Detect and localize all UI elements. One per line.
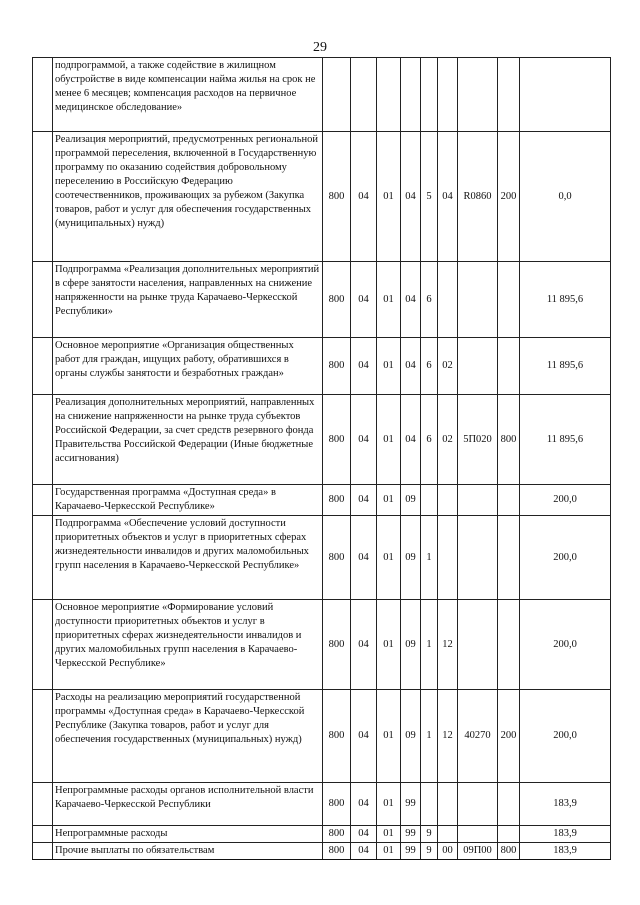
table-row — [33, 783, 611, 826]
code-cell-c2: 1 — [421, 516, 438, 600]
code-cell-c2: 6 — [421, 395, 438, 485]
code-cell-c4 — [458, 783, 498, 826]
code-cell-c1: 04 — [401, 395, 421, 485]
code-cell-pr: 01 — [377, 485, 401, 516]
code-cell-rz: 04 — [351, 826, 377, 843]
code-cell-vr: 800 — [323, 783, 351, 826]
code-cell-c1: 09 — [401, 516, 421, 600]
row-label: Реализация мероприятий, предусмотренных региональной программой переселения, включенной в Государственную программу по оказанию содействия добровольному переселению в Российскую Федерацию соотечественников, проживающих за рубежом (Закупка товаров, работ и услуг для обеспечения государственных (муниципальных) нужд) — [53, 132, 323, 262]
code-cell-rz: 04 — [351, 485, 377, 516]
code-cell-c3: 12 — [438, 690, 458, 783]
code-cell-vr: 800 — [323, 132, 351, 262]
code-cell-c1 — [401, 58, 421, 132]
amount-cell: 0,0 — [520, 132, 611, 262]
code-cell-vr: 800 — [323, 485, 351, 516]
row-margin-cell — [33, 516, 53, 600]
code-cell-c4 — [458, 600, 498, 690]
code-cell-vid: 800 — [498, 395, 520, 485]
code-cell-c2: 6 — [421, 262, 438, 338]
code-cell-c4: 09П00 — [458, 843, 498, 860]
code-cell-pr: 01 — [377, 395, 401, 485]
code-cell-pr: 01 — [377, 338, 401, 395]
code-cell-vr — [323, 58, 351, 132]
row-margin-cell — [33, 338, 53, 395]
code-cell-vid — [498, 485, 520, 516]
code-cell-c3: 02 — [438, 395, 458, 485]
amount-cell — [520, 58, 611, 132]
code-cell-c1: 04 — [401, 132, 421, 262]
row-label: Подпрограмма «Реализация дополнительных мероприятий в сфере занятости населения, направленных на снижение напряженности на рынке труда Карачаево-Черкесской Республики» — [53, 262, 323, 338]
table-row — [33, 690, 611, 783]
code-cell-c4 — [458, 58, 498, 132]
amount-cell: 200,0 — [520, 516, 611, 600]
code-cell-c2: 6 — [421, 338, 438, 395]
code-cell-rz: 04 — [351, 395, 377, 485]
code-cell-pr: 01 — [377, 262, 401, 338]
code-cell-c4: R0860 — [458, 132, 498, 262]
code-cell-c2: 9 — [421, 826, 438, 843]
code-cell-vr: 800 — [323, 338, 351, 395]
code-cell-pr: 01 — [377, 826, 401, 843]
row-margin-cell — [33, 690, 53, 783]
row-margin-cell — [33, 58, 53, 132]
code-cell-vr: 800 — [323, 600, 351, 690]
code-cell-vr: 800 — [323, 262, 351, 338]
code-cell-vid — [498, 58, 520, 132]
table-row — [33, 485, 611, 516]
code-cell-rz: 04 — [351, 132, 377, 262]
code-cell-c4 — [458, 485, 498, 516]
code-cell-rz: 04 — [351, 843, 377, 860]
code-cell-c4 — [458, 826, 498, 843]
table-row — [33, 395, 611, 485]
table-row — [33, 826, 611, 843]
row-label: Непрограммные расходы — [53, 826, 323, 843]
code-cell-c3 — [438, 516, 458, 600]
code-cell-c1: 99 — [401, 783, 421, 826]
code-cell-c2: 1 — [421, 600, 438, 690]
row-margin-cell — [33, 485, 53, 516]
code-cell-vr: 800 — [323, 516, 351, 600]
table-row — [33, 600, 611, 690]
code-cell-pr: 01 — [377, 516, 401, 600]
code-cell-pr: 01 — [377, 132, 401, 262]
amount-cell: 11 895,6 — [520, 262, 611, 338]
code-cell-c1: 99 — [401, 843, 421, 860]
table-row — [33, 262, 611, 338]
table-row — [33, 58, 611, 132]
code-cell-c1: 09 — [401, 690, 421, 783]
code-cell-c3 — [438, 262, 458, 338]
row-margin-cell — [33, 843, 53, 860]
code-cell-pr: 01 — [377, 783, 401, 826]
code-cell-c3 — [438, 58, 458, 132]
row-label: Непрограммные расходы органов исполнительной власти Карачаево-Черкесской Республики — [53, 783, 323, 826]
code-cell-c3 — [438, 826, 458, 843]
row-label: Расходы на реализацию мероприятий государственной программы «Доступная среда» в Карачаево-Черкесской Республике (Закупка товаров, работ и услуг для обеспечения государственных (муниципальных) нужд) — [53, 690, 323, 783]
code-cell-c2: 5 — [421, 132, 438, 262]
code-cell-c3: 02 — [438, 338, 458, 395]
code-cell-c1: 09 — [401, 600, 421, 690]
code-cell-c1: 04 — [401, 262, 421, 338]
code-cell-rz: 04 — [351, 690, 377, 783]
code-cell-rz: 04 — [351, 600, 377, 690]
amount-cell: 200,0 — [520, 690, 611, 783]
code-cell-c3 — [438, 485, 458, 516]
amount-cell: 183,9 — [520, 843, 611, 860]
amount-cell: 183,9 — [520, 783, 611, 826]
code-cell-c2 — [421, 485, 438, 516]
code-cell-rz: 04 — [351, 516, 377, 600]
code-cell-c4: 5П020 — [458, 395, 498, 485]
code-cell-vid: 200 — [498, 132, 520, 262]
code-cell-c3: 12 — [438, 600, 458, 690]
code-cell-rz — [351, 58, 377, 132]
table-row — [33, 132, 611, 262]
row-margin-cell — [33, 132, 53, 262]
code-cell-c3: 04 — [438, 132, 458, 262]
row-label: подпрограммой, а также содействие в жилищном обустройстве в виде компенсации найма жилья на срок не менее 6 месяцев; компенсация расходов на первичное медицинское обследование» — [53, 58, 323, 132]
code-cell-vr: 800 — [323, 826, 351, 843]
row-label: Подпрограмма «Обеспечение условий доступности приоритетных объектов и услуг в приоритетных сферах жизнедеятельности инвалидов и других маломобильных групп населения в Карачаево-Черкесской Республике» — [53, 516, 323, 600]
code-cell-c2: 1 — [421, 690, 438, 783]
row-margin-cell — [33, 826, 53, 843]
amount-cell: 200,0 — [520, 600, 611, 690]
amount-cell: 200,0 — [520, 485, 611, 516]
code-cell-vid — [498, 600, 520, 690]
code-cell-c2: 9 — [421, 843, 438, 860]
row-label: Основное мероприятие «Формирование условий доступности приоритетных объектов и услуг в приоритетных сферах жизнедеятельности инвалидов и других маломобильных групп населения в Карачаево-Черкесской Республике» — [53, 600, 323, 690]
code-cell-c3 — [438, 783, 458, 826]
amount-cell: 183,9 — [520, 826, 611, 843]
row-label: Государственная программа «Доступная среда» в Карачаево-Черкесской Республике» — [53, 485, 323, 516]
budget-table — [32, 57, 611, 860]
code-cell-vid — [498, 783, 520, 826]
code-cell-c4: 40270 — [458, 690, 498, 783]
amount-cell: 11 895,6 — [520, 338, 611, 395]
code-cell-c1: 09 — [401, 485, 421, 516]
table-row — [33, 516, 611, 600]
code-cell-vid: 200 — [498, 690, 520, 783]
code-cell-pr: 01 — [377, 600, 401, 690]
row-label: Основное мероприятие «Организация общественных работ для граждан, ищущих работу, обратившихся в органы службы занятости и безработных граждан» — [53, 338, 323, 395]
page-number: 29 — [313, 40, 327, 55]
row-margin-cell — [33, 600, 53, 690]
code-cell-vid — [498, 338, 520, 395]
row-margin-cell — [33, 395, 53, 485]
code-cell-vr: 800 — [323, 395, 351, 485]
code-cell-rz: 04 — [351, 783, 377, 826]
code-cell-vid — [498, 516, 520, 600]
code-cell-c4 — [458, 338, 498, 395]
code-cell-c1: 99 — [401, 826, 421, 843]
row-margin-cell — [33, 262, 53, 338]
row-label: Реализация дополнительных мероприятий, направленных на снижение напряженности на рынке труда субъектов Российской Федерации, за счет средств резервного фонда Правительства Российской Федерации (Иные бюджетные ассигнования) — [53, 395, 323, 485]
row-label: Прочие выплаты по обязательствам — [53, 843, 323, 860]
code-cell-vr: 800 — [323, 690, 351, 783]
code-cell-rz: 04 — [351, 262, 377, 338]
code-cell-c1: 04 — [401, 338, 421, 395]
amount-cell: 11 895,6 — [520, 395, 611, 485]
code-cell-pr — [377, 58, 401, 132]
code-cell-c3: 00 — [438, 843, 458, 860]
code-cell-pr: 01 — [377, 690, 401, 783]
code-cell-vid — [498, 826, 520, 843]
code-cell-rz: 04 — [351, 338, 377, 395]
code-cell-vid: 800 — [498, 843, 520, 860]
row-margin-cell — [33, 783, 53, 826]
code-cell-c4 — [458, 516, 498, 600]
code-cell-vid — [498, 262, 520, 338]
code-cell-c2 — [421, 58, 438, 132]
code-cell-c4 — [458, 262, 498, 338]
code-cell-pr: 01 — [377, 843, 401, 860]
table-row — [33, 338, 611, 395]
code-cell-c2 — [421, 783, 438, 826]
code-cell-vr: 800 — [323, 843, 351, 860]
table-row — [33, 843, 611, 860]
